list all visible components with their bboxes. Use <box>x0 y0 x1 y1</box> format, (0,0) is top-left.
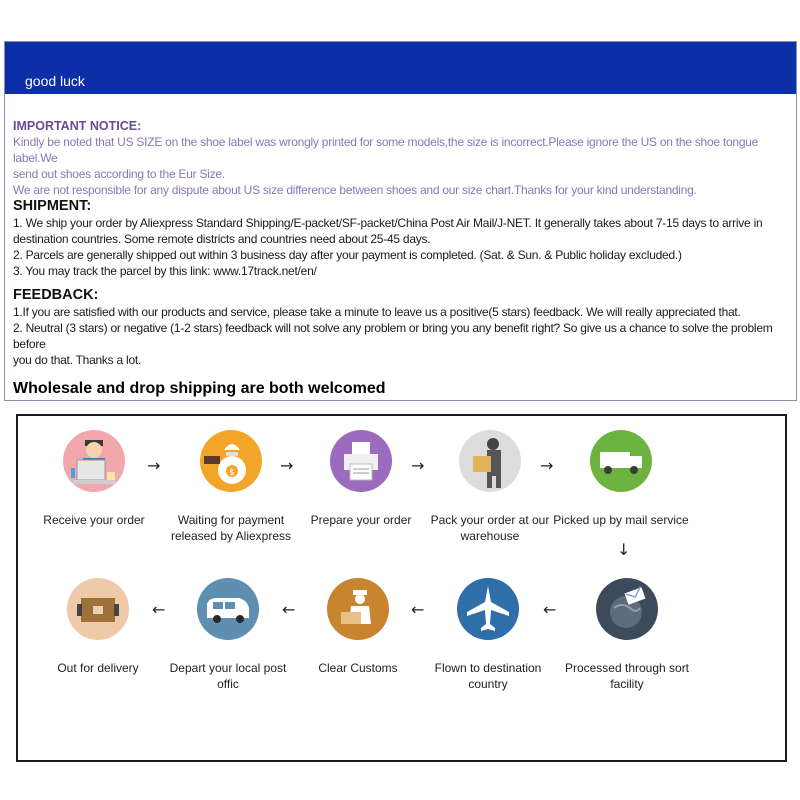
flow-arrow-down: ↓ <box>617 540 631 559</box>
step-label: Receive your order <box>43 513 145 527</box>
notice-body <box>5 94 796 398</box>
feedback-line: 1.If you are satisfied with our products and service, please take a minute to leave us a positive(5 stars) feedback. We will really appreciated that. <box>13 305 741 319</box>
step-label: Processed through sort facility <box>564 661 690 691</box>
important-notice-heading: IMPORTANT NOTICE: <box>13 119 142 133</box>
shipment-line: 2. Parcels are generally shipped out within 3 business day after your payment is completed. (Sat. & Sun. & Public holiday excluded.) <box>13 248 682 262</box>
step-sort-facility <box>557 578 697 692</box>
important-line: send out shoes according to the Eur Size. <box>13 167 225 181</box>
step-prepare-order <box>291 430 431 528</box>
printer-icon <box>330 430 392 492</box>
step-clear-customs <box>288 578 428 676</box>
wholesale-banner: Wholesale and drop shipping are both welcomed <box>13 380 386 397</box>
shipment-line: 3. You may track the parcel by this link: www.17track.net/en/ <box>13 264 317 278</box>
parcel-icon <box>67 578 129 640</box>
shipping-process-panel <box>16 414 787 762</box>
header-title: good luck <box>25 73 85 89</box>
step-flown-destination <box>418 578 558 692</box>
customs-officer-icon <box>327 578 389 640</box>
step-depart-post-office <box>158 578 298 692</box>
step-waiting-payment <box>161 430 301 544</box>
step-label: Clear Customs <box>318 661 398 675</box>
truck-icon <box>590 430 652 492</box>
step-label: Flown to destination country <box>434 661 542 691</box>
shipment-line: destination countries. Some remote districts and countries need about 25-45 days. <box>13 232 431 246</box>
airplane-icon <box>457 578 519 640</box>
worker-box-icon <box>459 430 521 492</box>
step-label: Prepare your order <box>310 513 412 527</box>
flow-arrow-left: ← <box>282 600 296 619</box>
step-pack-order <box>420 430 560 544</box>
feedback-line: 2. Neutral (3 stars) or negative (1-2 stars) feedback will not solve any problem or bring you any benefit right? So give us a chance to solve the problem before <box>13 321 773 351</box>
notice-header <box>5 42 796 94</box>
step-label: Picked up by mail service <box>553 513 689 527</box>
step-out-for-delivery <box>28 578 168 676</box>
feedback-heading: FEEDBACK: <box>13 287 99 303</box>
step-label: Pack your order at our warehouse <box>430 513 550 543</box>
flow-arrow-left: ← <box>411 600 425 619</box>
shipment-heading: SHIPMENT: <box>13 198 92 214</box>
step-receive-order <box>24 430 164 528</box>
money-bag-icon <box>200 430 262 492</box>
step-label: Waiting for payment released by Aliexpress <box>170 513 292 543</box>
notice-panel <box>4 41 797 401</box>
important-line: We are not responsible for any dispute about US size difference between shoes and our size chart.Thanks for your kind understanding. <box>13 183 697 197</box>
computer-person-icon <box>63 430 125 492</box>
shipment-line: 1. We ship your order by Aliexpress Standard Shipping/E-packet/SF-packet/China Post Air Mail/J-NET. It generally takes about 7-15 days to arrive in <box>13 216 763 230</box>
flow-arrow-left: ← <box>152 600 166 619</box>
flow-arrow-right: → <box>540 456 554 475</box>
flow-arrow-right: → <box>280 456 294 475</box>
globe-mail-icon <box>596 578 658 640</box>
flow-arrow-right: → <box>411 456 425 475</box>
important-line: Kindly be noted that US SIZE on the shoe label was wrongly printed for some models,the size is incorrect.Please ignore the US on the shoe tongue label.We <box>13 135 759 165</box>
flow-arrow-left: ← <box>543 600 557 619</box>
step-label: Out for delivery <box>57 661 139 675</box>
feedback-line: you do that. Thanks a lot. <box>13 353 142 367</box>
svg-text:$: $ <box>229 468 235 478</box>
van-icon <box>197 578 259 640</box>
step-picked-up <box>551 430 691 528</box>
step-label: Depart your local post offic <box>169 661 287 691</box>
flow-arrow-right: → <box>147 456 161 475</box>
